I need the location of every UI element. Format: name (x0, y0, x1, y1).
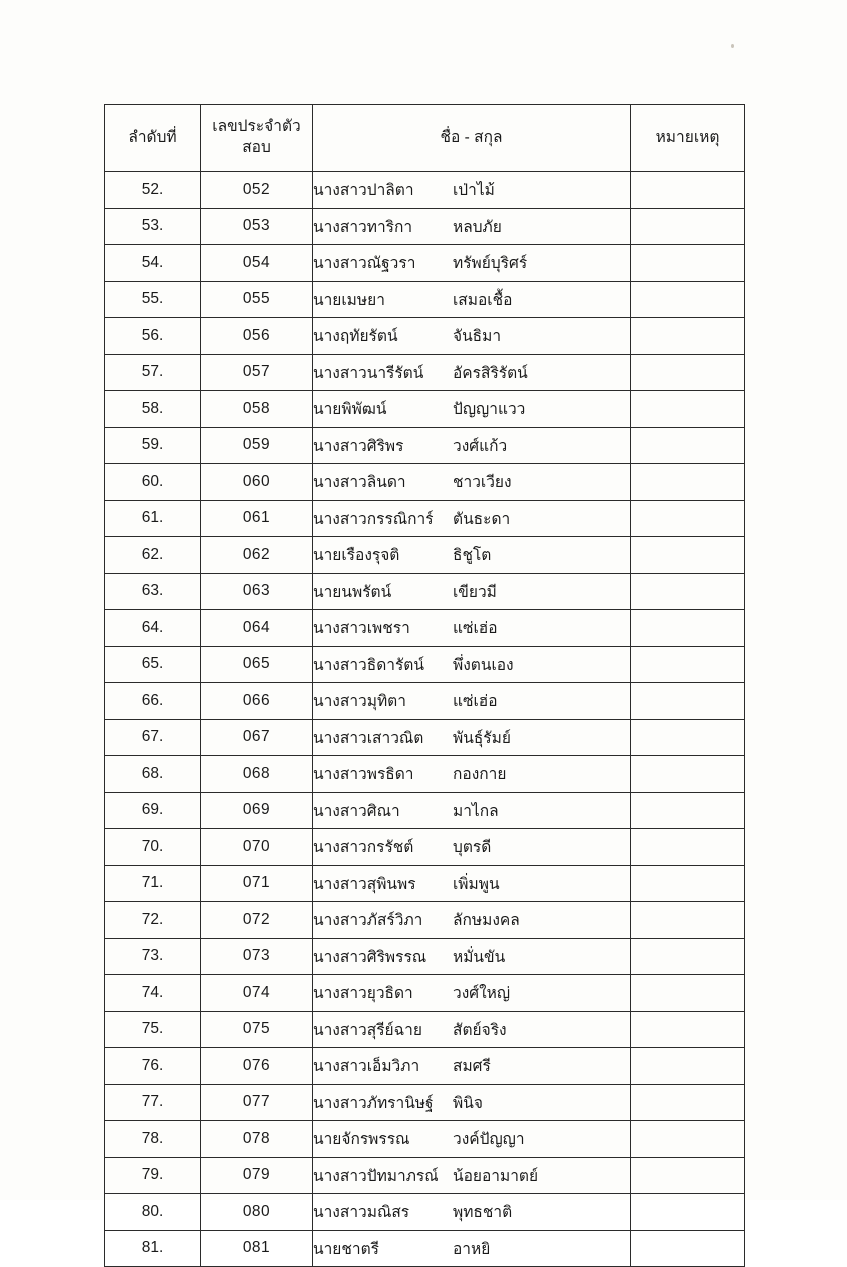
cell-family-name: กองกาย (453, 766, 507, 784)
column-header-exam-line2: สอบ (242, 139, 271, 156)
cell-remark (631, 318, 745, 355)
cell-family-name: วงค์ปัญญา (453, 1131, 525, 1149)
cell-name (313, 500, 631, 537)
cell-given-name: นางสาวสุรีย์ฉาย (313, 1021, 422, 1039)
cell-family-name: ทรัพย์บุริศร์ (453, 255, 528, 273)
cell-order: 62. (105, 537, 201, 574)
cell-order: 80. (105, 1194, 201, 1231)
cell-remark (631, 975, 745, 1012)
table-body (105, 172, 745, 1267)
column-header-order (105, 105, 201, 172)
cell-exam-number: 075 (201, 1011, 313, 1048)
cell-remark (631, 208, 745, 245)
cell-order: 57. (105, 354, 201, 391)
cell-given-name: นายพิพัฒน์ (313, 401, 387, 419)
table-row (105, 245, 745, 282)
cell-given-name: นางสาวเพชรา (313, 620, 410, 638)
table-row (105, 975, 745, 1012)
cell-name (313, 1194, 631, 1231)
cell-name (313, 938, 631, 975)
cell-family-name: อัครสิริรัตน์ (453, 364, 528, 382)
table-row (105, 172, 745, 209)
cell-order: 63. (105, 573, 201, 610)
cell-given-name: นางสาวกรรัชต์ (313, 839, 414, 857)
cell-remark (631, 281, 745, 318)
cell-exam-number: 073 (201, 938, 313, 975)
cell-given-name: นางสาวกรรณิการ์ (313, 510, 434, 528)
cell-exam-number: 058 (201, 391, 313, 428)
cell-family-name: สัตย์จริง (453, 1021, 507, 1039)
cell-remark (631, 500, 745, 537)
cell-name (313, 172, 631, 209)
cell-given-name: นางสาวมณิสร (313, 1204, 410, 1222)
cell-exam-number: 074 (201, 975, 313, 1012)
cell-given-name: นางสาวนารีรัตน์ (313, 364, 424, 382)
cell-given-name: นายจักรพรรณ (313, 1131, 410, 1149)
table-row (105, 1048, 745, 1085)
cell-remark (631, 1121, 745, 1158)
cell-exam-number: 052 (201, 172, 313, 209)
cell-remark (631, 756, 745, 793)
cell-given-name: นายเมษยา (313, 291, 385, 309)
cell-name (313, 354, 631, 391)
cell-given-name: นางสาวทาริกา (313, 218, 413, 236)
cell-order: 78. (105, 1121, 201, 1158)
cell-remark (631, 683, 745, 720)
cell-order: 66. (105, 683, 201, 720)
cell-family-name: เขียวมี (453, 583, 497, 601)
cell-exam-number: 071 (201, 865, 313, 902)
table-row (105, 208, 745, 245)
table-row (105, 865, 745, 902)
cell-given-name: นางสาวพรธิดา (313, 766, 414, 784)
cell-order: 69. (105, 792, 201, 829)
cell-remark (631, 1048, 745, 1085)
cell-exam-number: 059 (201, 427, 313, 464)
cell-family-name: ธิชูโต (453, 547, 492, 565)
cell-remark (631, 829, 745, 866)
cell-order: 74. (105, 975, 201, 1012)
table-row (105, 500, 745, 537)
table-row (105, 1194, 745, 1231)
cell-given-name: นางสาวภัสร์วิภา (313, 912, 423, 930)
cell-exam-number: 080 (201, 1194, 313, 1231)
cell-exam-number: 070 (201, 829, 313, 866)
cell-exam-number: 055 (201, 281, 313, 318)
cell-order: 76. (105, 1048, 201, 1085)
cell-given-name: นางสาวลินดา (313, 474, 406, 492)
cell-order: 56. (105, 318, 201, 355)
header-row (105, 105, 745, 172)
table-row (105, 427, 745, 464)
cell-family-name: วงศ์แก้ว (453, 437, 508, 455)
table-row (105, 829, 745, 866)
cell-exam-number: 081 (201, 1230, 313, 1267)
cell-remark (631, 792, 745, 829)
cell-remark (631, 1084, 745, 1121)
cell-name (313, 756, 631, 793)
cell-given-name: นายชาตรี (313, 1240, 379, 1258)
cell-family-name: ลักษมงคล (453, 912, 520, 930)
table-row (105, 683, 745, 720)
cell-remark (631, 646, 745, 683)
cell-exam-number: 061 (201, 500, 313, 537)
roster-table-container (104, 104, 744, 1267)
cell-family-name: พันธุ์รัมย์ (453, 729, 511, 747)
cell-exam-number: 072 (201, 902, 313, 939)
cell-family-name: มาไกล (453, 802, 499, 820)
cell-given-name: นางสาวศิณา (313, 802, 400, 820)
column-header-exam-line1: เลขประจำตัว (212, 118, 301, 136)
cell-given-name: นางสาวณัฐวรา (313, 255, 416, 273)
cell-given-name: นางสาวสุพินพร (313, 875, 416, 893)
cell-name (313, 865, 631, 902)
cell-remark (631, 573, 745, 610)
table-row (105, 646, 745, 683)
cell-name (313, 1230, 631, 1267)
table-row (105, 354, 745, 391)
cell-remark (631, 1194, 745, 1231)
table-row (105, 610, 745, 647)
cell-given-name: นางสาวธิดารัตน์ (313, 656, 424, 674)
cell-given-name: นายนพรัตน์ (313, 583, 392, 601)
cell-exam-number: 077 (201, 1084, 313, 1121)
cell-family-name: พุทธชาติ (453, 1204, 513, 1222)
cell-family-name: เพิ่มพูน (453, 875, 500, 893)
cell-exam-number: 065 (201, 646, 313, 683)
cell-name (313, 208, 631, 245)
cell-name (313, 573, 631, 610)
cell-name (313, 683, 631, 720)
cell-given-name: นายเรืองรุจติ (313, 547, 400, 565)
cell-order: 68. (105, 756, 201, 793)
column-header-exam-number (201, 105, 313, 172)
cell-given-name: นางสาวมุทิตา (313, 693, 406, 711)
cell-given-name: นางสาวศิริพรรณ (313, 948, 427, 966)
cell-remark (631, 464, 745, 501)
cell-exam-number: 057 (201, 354, 313, 391)
cell-name (313, 792, 631, 829)
cell-order: 55. (105, 281, 201, 318)
cell-remark (631, 537, 745, 574)
cell-exam-number: 079 (201, 1157, 313, 1194)
cell-remark (631, 902, 745, 939)
cell-remark (631, 938, 745, 975)
cell-family-name: หลบภัย (453, 218, 502, 236)
cell-family-name: ปัญญาแวว (453, 401, 526, 419)
cell-order: 67. (105, 719, 201, 756)
cell-exam-number: 067 (201, 719, 313, 756)
table-row (105, 573, 745, 610)
cell-exam-number: 054 (201, 245, 313, 282)
cell-given-name: นางสาวปาลิตา (313, 182, 414, 200)
cell-exam-number: 064 (201, 610, 313, 647)
table-row (105, 1011, 745, 1048)
roster-table (104, 104, 745, 1267)
cell-remark (631, 719, 745, 756)
cell-name (313, 829, 631, 866)
cell-name (313, 1121, 631, 1158)
cell-family-name: แซ่เฮ่อ (453, 620, 498, 638)
cell-given-name: นางสาวยุวธิดา (313, 985, 413, 1003)
cell-exam-number: 056 (201, 318, 313, 355)
cell-order: 75. (105, 1011, 201, 1048)
cell-order: 53. (105, 208, 201, 245)
column-header-name-line1: ชื่อ - สกุล (440, 128, 503, 146)
cell-exam-number: 068 (201, 756, 313, 793)
cell-order: 77. (105, 1084, 201, 1121)
cell-family-name: ตันธะดา (453, 510, 511, 528)
cell-name (313, 902, 631, 939)
cell-family-name: พินิจ (453, 1094, 483, 1112)
cell-remark (631, 245, 745, 282)
column-header-order-line1: ลำดับที่ (128, 128, 177, 146)
cell-name (313, 1048, 631, 1085)
cell-order: 60. (105, 464, 201, 501)
cell-given-name: นางสาวภัทรานิษฐ์ (313, 1094, 434, 1112)
cell-family-name: ชาวเวียง (453, 474, 512, 492)
cell-family-name: แซ่เฮ่อ (453, 693, 498, 711)
table-row (105, 902, 745, 939)
cell-family-name: พึ่งตนเอง (453, 656, 514, 674)
cell-given-name: นางฤทัยรัตน์ (313, 328, 398, 346)
table-row (105, 756, 745, 793)
cell-name (313, 1011, 631, 1048)
cell-exam-number: 063 (201, 573, 313, 610)
cell-order: 70. (105, 829, 201, 866)
cell-given-name: นางสาวเสาวณิต (313, 729, 424, 747)
column-header-remark (631, 105, 745, 172)
cell-exam-number: 060 (201, 464, 313, 501)
table-row (105, 1230, 745, 1267)
table-row (105, 792, 745, 829)
table-row (105, 391, 745, 428)
table-row (105, 938, 745, 975)
cell-name (313, 1157, 631, 1194)
cell-name (313, 281, 631, 318)
cell-given-name: นางสาวศิริพร (313, 437, 404, 455)
cell-family-name: บุตรดี (453, 839, 492, 857)
cell-exam-number: 069 (201, 792, 313, 829)
cell-remark (631, 1230, 745, 1267)
table-row (105, 464, 745, 501)
cell-order: 61. (105, 500, 201, 537)
scan-speck (731, 44, 734, 48)
cell-family-name: อาหยิ (453, 1240, 491, 1258)
table-row (105, 1121, 745, 1158)
table-row (105, 281, 745, 318)
cell-order: 72. (105, 902, 201, 939)
cell-name (313, 537, 631, 574)
cell-name (313, 719, 631, 756)
table-row (105, 537, 745, 574)
cell-remark (631, 1011, 745, 1048)
cell-name (313, 610, 631, 647)
cell-name (313, 646, 631, 683)
table-row (105, 719, 745, 756)
cell-order: 81. (105, 1230, 201, 1267)
cell-family-name: เป่าไม้ (453, 182, 495, 200)
cell-order: 52. (105, 172, 201, 209)
cell-name (313, 318, 631, 355)
table-row (105, 318, 745, 355)
cell-order: 59. (105, 427, 201, 464)
cell-exam-number: 066 (201, 683, 313, 720)
table-row (105, 1084, 745, 1121)
cell-given-name: นางสาวเอ็มวิภา (313, 1058, 420, 1076)
cell-family-name: เสมอเชื้อ (453, 291, 513, 309)
cell-name (313, 391, 631, 428)
cell-exam-number: 053 (201, 208, 313, 245)
cell-remark (631, 1157, 745, 1194)
cell-remark (631, 354, 745, 391)
cell-exam-number: 062 (201, 537, 313, 574)
cell-family-name: หมั่นขัน (453, 948, 506, 966)
cell-family-name: น้อยอามาตย์ (453, 1167, 539, 1185)
cell-family-name: จันธิมา (453, 328, 502, 346)
cell-given-name: นางสาวปัทมาภรณ์ (313, 1167, 439, 1185)
cell-order: 65. (105, 646, 201, 683)
cell-remark (631, 391, 745, 428)
cell-name (313, 427, 631, 464)
cell-order: 54. (105, 245, 201, 282)
cell-remark (631, 172, 745, 209)
cell-order: 71. (105, 865, 201, 902)
cell-name (313, 245, 631, 282)
cell-order: 73. (105, 938, 201, 975)
cell-name (313, 464, 631, 501)
cell-remark (631, 865, 745, 902)
cell-family-name: สมศรี (453, 1058, 491, 1076)
column-header-remark-line1: หมายเหตุ (655, 128, 720, 146)
cell-exam-number: 078 (201, 1121, 313, 1158)
cell-order: 64. (105, 610, 201, 647)
cell-family-name: วงศ์ใหญ่ (453, 985, 511, 1003)
table-row (105, 1157, 745, 1194)
cell-remark (631, 610, 745, 647)
cell-remark (631, 427, 745, 464)
cell-exam-number: 076 (201, 1048, 313, 1085)
cell-order: 58. (105, 391, 201, 428)
column-header-name (313, 105, 631, 172)
cell-name (313, 975, 631, 1012)
cell-name (313, 1084, 631, 1121)
cell-order: 79. (105, 1157, 201, 1194)
table-header (105, 105, 745, 172)
